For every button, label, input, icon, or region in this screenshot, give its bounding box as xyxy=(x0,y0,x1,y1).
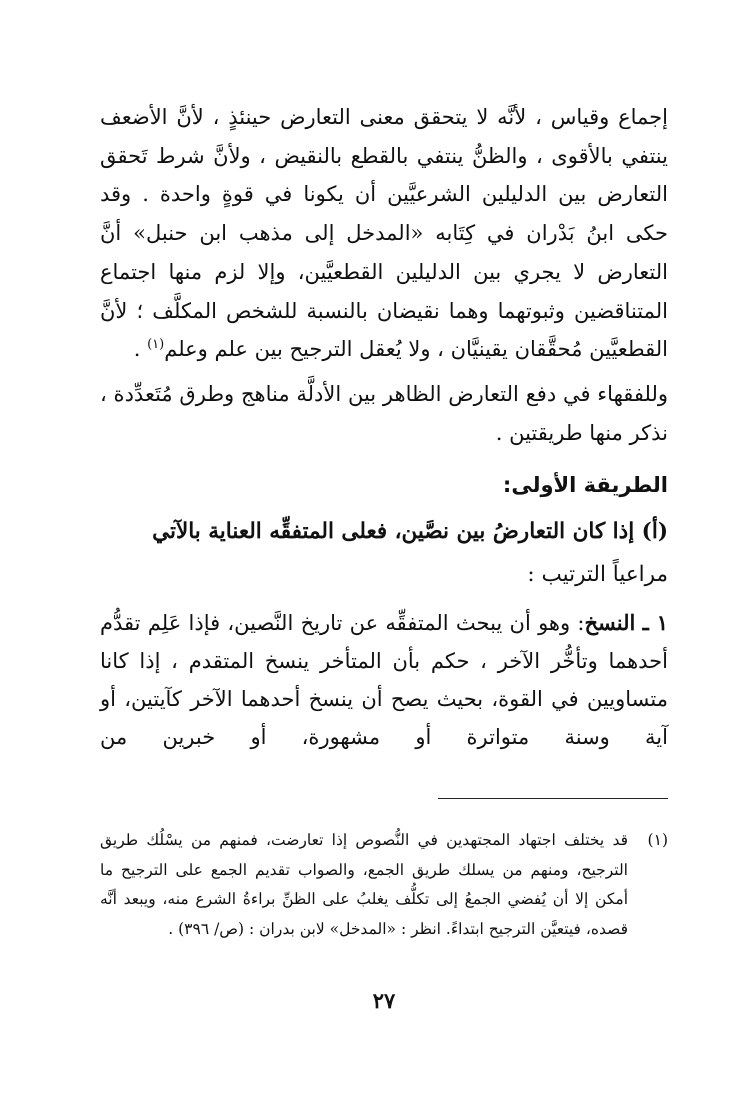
section-heading: الطريقة الأولى: xyxy=(502,473,668,498)
subsection-a xyxy=(100,510,668,596)
paragraph-contradiction-end: . xyxy=(133,337,148,362)
footnote xyxy=(100,826,668,944)
list-item-text: : وهو أن يبحث المتفقِّه عن تاريخ النَّصين، فإذا عَلِم تقدُّم أحدهما وتأخُّر الآخر ، حكم بأن المتأخر ينسخ المتقدم ، إذا كانا متساويين في القوة، بحيث يصح أن ينسخ أحدهما الآخر كآيتين، أو آية وسنة متواترة أو مشهورة، أو خبرين من xyxy=(100,611,668,750)
footnote-reference[interactable]: (١) xyxy=(147,337,165,353)
page-number: ٢٧ xyxy=(372,988,396,1013)
footnote-text: قد يختلف اجتهاد المجتهدين في النُّصوص إذا تعارضت، فمنهم من يسْلُك طريق الترجيح، ومنهم من يسلك طريق الجمع، والصواب تقديم الجمع على الترجيح ما أمكن إلا أن يُفضي الجمعُ إلى تكلُّف يغلبُ على الظنِّ براءةُ الشرع منه، ويبعد أنَّه قصده، فيتعيَّن الترجيح ابتداءً. انظر : «المدخل» لابن بدران : (ص/ ٣٩٦) . xyxy=(100,831,628,938)
paragraph-methods: وللفقهاء في دفع التعارض الظاهر بين الأدلَّة مناهج وطرق مُتَعدِّدة ، نذكر منها طريقتين . xyxy=(100,381,668,445)
subsection-a-tail: مراعياً الترتيب : xyxy=(527,562,668,588)
paragraph-contradiction xyxy=(100,98,668,369)
list-item-term: النسخ xyxy=(584,610,636,636)
footnote-divider xyxy=(438,798,668,799)
list-item-number: ١ ـ xyxy=(642,610,668,636)
subsection-a-title: (أ) إذا كان التعارضُ بين نصَّين، فعلى المتفقِّه العناية بالآتي xyxy=(152,519,668,545)
list-item-abrogation xyxy=(100,604,668,756)
page-body xyxy=(100,98,668,1038)
paragraph-contradiction-text: إجماع وقياس ، لأنَّه لا يتحقق معنى التعارض حينئذٍ ، لأنَّ الأضعف ينتفي بالأقوى ، والظنُّ ينتفي بالقطع بالنقيض ، ولأنَّ شرط تَحقق التعارض بين الدليلين الشرعيَّين أن يكونا في قوةٍ واحدة . وقد حكى ابنُ بَدْران في كِتَابه «المدخل إلى مذهب ابن حنبل» أنَّ التعارض لا يجري بين الدليلين القطعيَّين، وإلا لزم منها اجتماع المتناقضين وثبوتهما وهما نقيضان بالنسبة للشخص المكلَّف ؛ لأنَّ القطعيَّين مُحقَّقان يقينيَّان ، ولا يُعقل الترجيح بين علم وعلم xyxy=(100,105,668,362)
footnote-number: (١) xyxy=(647,831,668,849)
